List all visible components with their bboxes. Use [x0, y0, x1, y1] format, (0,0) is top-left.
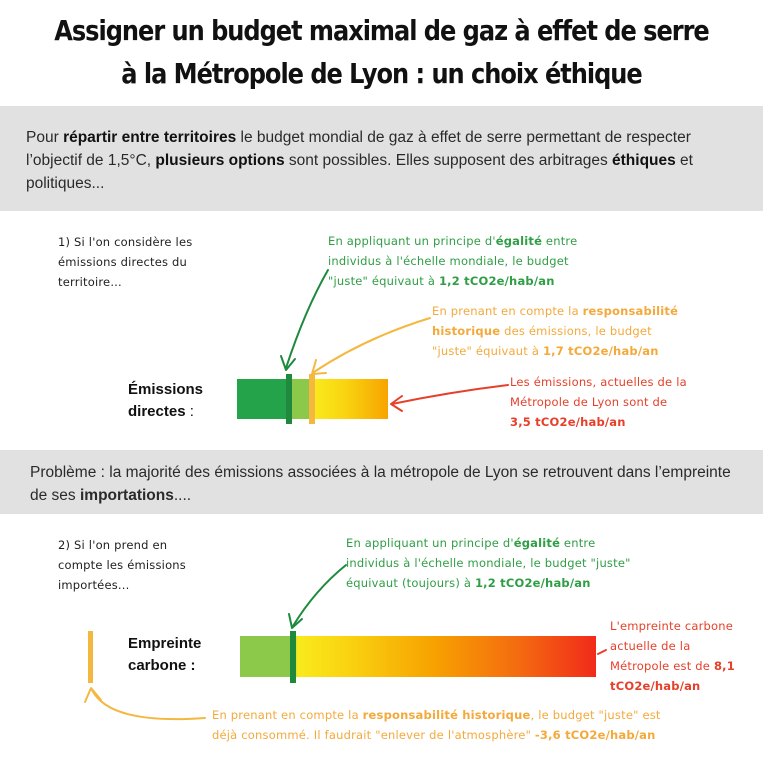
section2-heading: 2) Si l'on prend en compte les émissions importées... [58, 538, 186, 592]
section1-equality-note: En appliquant un principe d'égalité entre individus à l'échelle mondiale, le budget "juste" équivaut à 1,2 tCO2e/hab/an [328, 234, 578, 288]
section2-current-note: L'empreinte carbone actuelle de la Métropole est de 8,1 tCO2e/hab/an [610, 619, 735, 693]
section2-historical-note: En prenant en compte la responsabilité historique, le budget "juste" est déjà consommé. Il faudrait "enlever de l'atmosphère" -3,6 tCO2e/hab/an [212, 708, 661, 742]
title-line-1: Assigner un budget maximal de gaz à effet de serre [54, 14, 709, 47]
carbon-footprint-label: Empreinte carbone : [128, 635, 202, 674]
intro-text: Pour répartir entre territoires le budget mondial de gaz à effet de serre permettant de respecter l’objectif de 1,5°C, plusieurs options sont possibles. Elles supposent des arbitrages éthiques et politiques... [26, 129, 693, 192]
equality-arrow-2 [293, 565, 346, 626]
historical-arrow-1 [314, 318, 430, 372]
equality-arrow-1 [286, 270, 328, 368]
title-line-2: à la Métropole de Lyon : un choix éthique [121, 57, 642, 90]
section1-current-note: Les émissions, actuelles de la Métropole de Lyon sont de 3,5 tCO2e/hab/an [510, 375, 687, 429]
problem-text: Problème : la majorité des émissions associées à la métropole de Lyon se retrouvent dans l’empreinte de ses importations.... [30, 464, 731, 504]
section1-historical-note: En prenant en compte la responsabilité historique des émissions, le budget "juste" équivaut à 1,7 tCO2e/hab/an [432, 304, 679, 358]
historical-arrow-2 [92, 690, 205, 719]
section2-equality-note: En appliquant un principe d'égalité entre individus à l'échelle mondiale, le budget "juste" équivaut (toujours) à 1,2 tCO2e/hab/an [346, 536, 631, 590]
current-arrow-2 [598, 650, 606, 654]
direct-emissions-label: Émissions directes : [128, 381, 204, 420]
current-arrow-1 [392, 385, 508, 404]
section1-heading: 1) Si l'on considère les émissions directes du territoire... [58, 235, 193, 289]
